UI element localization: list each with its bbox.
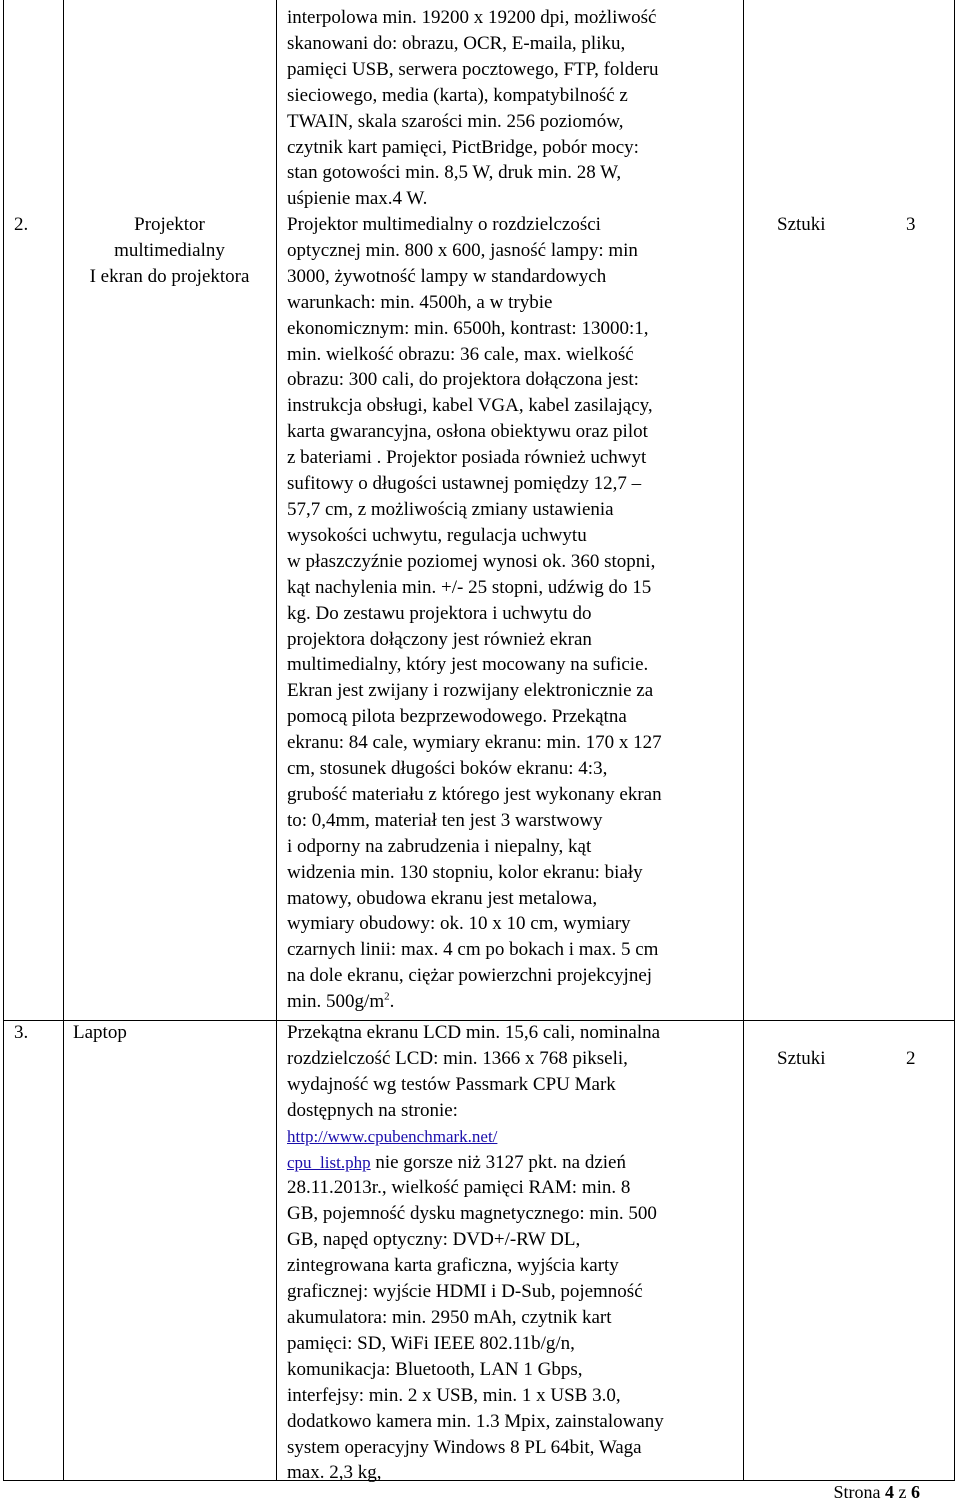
- row1-description: interpolowa min. 19200 x 19200 dpi, możliwość skanowani do: obrazu, OCR, E-maila, pliku, pamięci USB, serwera pocztowego, FTP, folderu sieciowego, media (karta), kompatybilność z TWAIN, skala szarości min. 256 poziomów, czytnik kart pamięci, PictBridge, pobór mocy: stan gotowości min. 8,5 W, druk min. 28 W, uśpienie max.4 W.: [287, 7, 659, 210]
- row3-name: Laptop: [73, 1022, 127, 1043]
- row3-description: Przekątna ekranu LCD min. 15,6 cali, nominalna rozdzielczość LCD: min. 1366 x 768 pikseli, wydajność wg testów Passmark CPU Mark dostępnych na stronie: http://www.cpubenchmark.net/ cpu_list.php nie gorsze niż 3127 pkt. na dzień 28.11.2013r., wielkość pamięci RAM: min. 8 GB, pojemność dysku magnetycznego: min. 500 GB, napęd optyczny: DVD+/-RW DL, zintegrowana karta graficzna, wyjścia karty graficznej: wyjście HDMI i D-Sub, pojemność akumulatora: min. 2950 mAh, czytnik kart pamięci: SD, WiFi IEEE 802.11b/g/n, komunikacja: Bluetooth, LAN 1 Gbps, interfejsy: min. 2 x USB, min. 1 x USB 3.0, dodatkowo kamera min. 1.3 Mpix, zainstalowany system operacyjny Windows 8 PL 64bit, Waga max. 2,3 kg,: [287, 1022, 664, 1484]
- row2-number: 2.: [14, 214, 29, 235]
- row3-quantity: 2: [906, 1048, 916, 1069]
- cpubenchmark-link[interactable]: http://www.cpubenchmark.net/: [287, 1126, 498, 1146]
- row3-number: 3.: [14, 1022, 29, 1043]
- row2-description: Projektor multimedialny o rozdzielczości optycznej min. 800 x 600, jasność lampy: min 3000, żywotność lampy w standardowych warunkach: min. 4500h, a w trybie ekonomicznym: min. 6500h, kontrast: 13000:1, min. wielkość obrazu: 36 cale, max. wielkość obrazu: 300 cali, do projektora dołączona jest: instrukcja obsługi, kabel VGA, kabel zasilający, karta gwarancyjna, osłona obiektywu oraz pilot z bateriami . Projektor posiada również uchwyt sufitowy o długości ustawnej pomiędzy 12,7 – 57,7 cm, z możliwością zmiany ustawienia wysokości uchwytu, regulacja uchwytu w płaszczyźnie poziomej wynosi ok. 360 stopni, kąt nachylenia min. +/- 25 stopni, udźwig do 15 kg. Do zestawu projektora i uchwytu do projektora dołączony jest również ekran multimedialny, który jest mocowany na suficie. Ekran jest zwijany i rozwijany elektronicznie za pomocą pilota bezprzewodowego. Przekątna ekranu: 84 cale, wymiary ekranu: min. 170 x 127 cm, stosunek długości boków ekranu: 4:3, grubość materiału z którego jest wykonany ekran to: 0,4mm, materiał ten jest 3 warstwowy i odporny na zabrudzenia i niepalny, kąt widzenia min. 130 stopniu, kolor ekranu: biały matowy, obudowa ekranu jest metalowa, wymiary obudowy: ok. 10 x 10 cm, wymiary czarnych linii: max. 4 cm po bokach i max. 5 cm na dole ekranu, ciężar powierzchni projekcyjnej min. $500g/m^2$.: [287, 214, 662, 1013]
- col-border: [743, 0, 744, 1480]
- row2-quantity: 3: [906, 214, 916, 235]
- row2-name: Projektor multimedialny I ekran do projektora: [89, 214, 250, 287]
- col-border: [954, 0, 955, 1480]
- cpu-list-link[interactable]: cpu_list.php: [287, 1152, 371, 1172]
- col-border: [276, 0, 277, 1480]
- col-border: [3, 0, 4, 1480]
- row2-unit: Sztuki: [777, 214, 826, 235]
- page-footer: Strona 4 z 6: [833, 1482, 920, 1502]
- row3-unit: Sztuki: [777, 1048, 826, 1069]
